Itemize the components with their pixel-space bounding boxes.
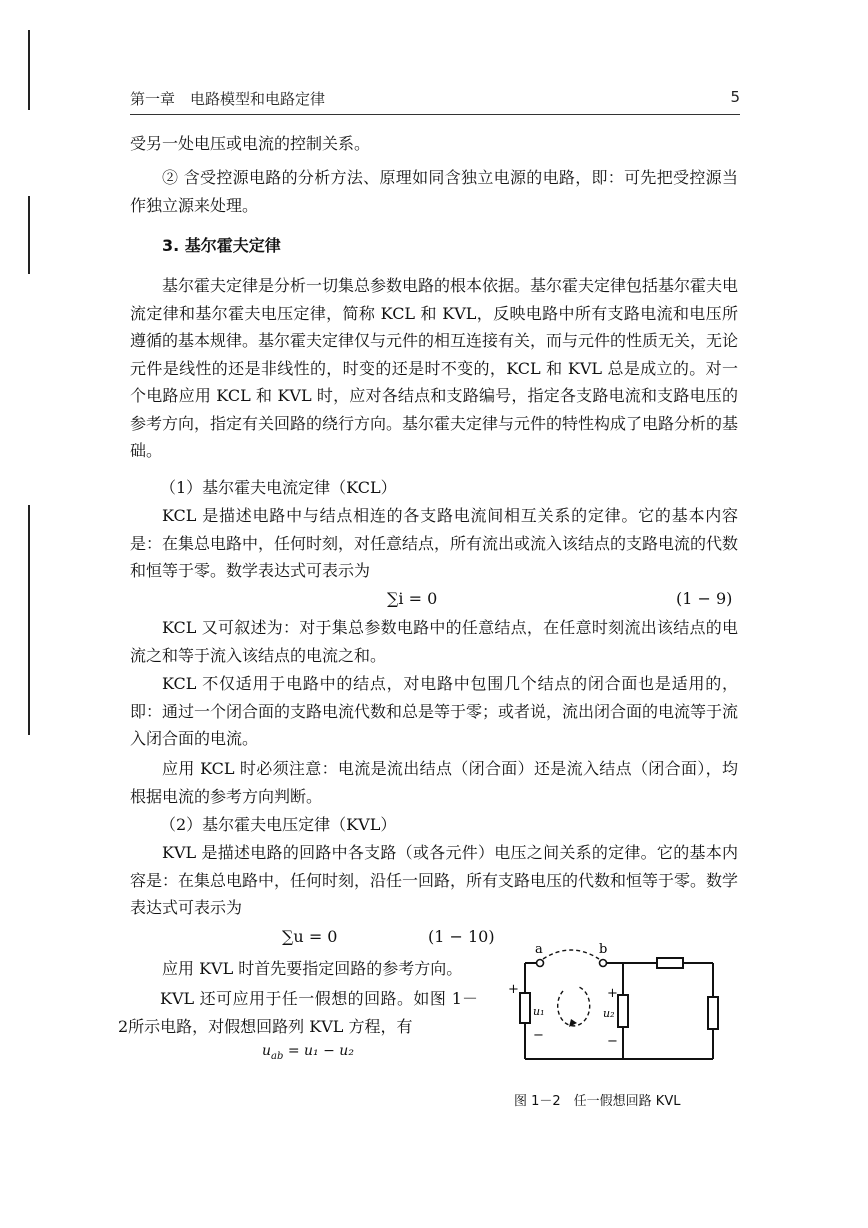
label-u1: u₁ (533, 1005, 545, 1018)
paragraph: KCL 不仅适用于电路中的结点，对电路中包围几个结点的闭合面也是适用的，即：通过一个闭合面的支路电流代数和总是等于零；或者说，流出闭合面的电流等于流入闭合面的电流。 (130, 674, 739, 748)
equation: ∑i = 0 (387, 589, 438, 608)
margin-line (28, 505, 30, 735)
paragraph: 应用 KVL 时首先要指定回路的参考方向。 (162, 959, 463, 978)
loop-direction-icon (558, 987, 590, 1026)
label-b: b (599, 942, 608, 957)
margin-line (28, 30, 30, 110)
subsection-heading: （2）基尔霍夫电压定律（KVL） (160, 815, 397, 834)
equation-number: (1 − 10) (428, 927, 495, 946)
equation: ∑u = 0 (282, 927, 338, 946)
equation (262, 1043, 354, 1062)
paragraph: KVL 还可应用于任一假想的回路。如图 1－2所示电路，对假想回路列 KVL 方程，有 (118, 989, 478, 1036)
label-a: a (535, 942, 543, 957)
label-plus-left: + (508, 982, 519, 997)
resistor-left (520, 993, 530, 1023)
equation-subscript: ab (271, 1050, 284, 1062)
label-minus-left: − (533, 1028, 544, 1043)
resistor-top (657, 958, 683, 968)
resistor-middle (618, 995, 628, 1027)
equation-rhs: = u₁ − u₂ (283, 1043, 354, 1059)
page-number: 5 (730, 88, 740, 106)
circuit-figure (505, 935, 735, 1075)
equation-number: (1 − 9) (676, 589, 733, 608)
label-plus-mid: + (607, 986, 618, 1001)
section-heading: 3. 基尔霍夫定律 (162, 236, 281, 255)
hypothetical-path (543, 950, 599, 959)
margin-line (28, 196, 30, 274)
paragraph: 基尔霍夫定律是分析一切集总参数电路的根本依据。基尔霍夫定律包括基尔霍夫电流定律和基尔霍夫电压定律，简称 KCL 和 KVL，反映电路中所有支路电流和电压所遵循的基本规律。基尔霍夫定律仅与元件的相互连接有关，而与元件的性质无关，无论元件是线性的还是非线性的，时变的还是时不变的，KCL 和 KVL 总是成立的。对一个电路应用 KCL 和 KVL 时，应对各结点和支路编号，指定各支路电流和支路电压的参考方向，指定有关回路的绕行方向。基尔霍夫定律与元件的特性构成了电路分析的基础。 (130, 276, 739, 460)
paragraph: 应用 KCL 时必须注意：电流是流出结点（闭合面）还是流入结点（闭合面），均根据电流的参考方向判断。 (130, 759, 738, 806)
label-minus-mid: − (607, 1034, 618, 1049)
paragraph: ② 含受控源电路的分析方法、原理如同含独立电源的电路，即：可先把受控源当作独立源来处理。 (130, 168, 738, 215)
terminal-a (537, 960, 544, 967)
paragraph: 受另一处电压或电流的控制关系。 (130, 134, 371, 153)
chapter-title: 第一章 电路模型和电路定律 (130, 90, 326, 108)
equation-lhs: u (262, 1043, 272, 1059)
subsection-heading: （1）基尔霍夫电流定律（KCL） (160, 478, 397, 497)
resistor-right (708, 997, 718, 1029)
paragraph: KVL 是描述电路的回路中各支路（或各元件）电压之间关系的定律。它的基本内容是：在集总电路中，任何时刻，沿任一回路，所有支路电压的代数和恒等于零。数学表达式可表示为 (130, 843, 739, 917)
paragraph: KCL 又可叙述为：对于集总参数电路中的任意结点，在任意时刻流出该结点的电流之和等于流入该结点的电流之和。 (130, 618, 738, 665)
label-u2: u₂ (603, 1007, 615, 1020)
terminal-b (600, 960, 607, 967)
paragraph: KCL 是描述电路中与结点相连的各支路电流间相互关系的定律。它的基本内容是：在集总电路中，任何时刻，对任意结点，所有流出或流入该结点的支路电流的代数和恒等于零。数学表达式可表示为 (130, 506, 739, 580)
header-rule (130, 114, 740, 115)
figure-caption: 图 1－2 任一假想回路 KVL (514, 1094, 681, 1109)
